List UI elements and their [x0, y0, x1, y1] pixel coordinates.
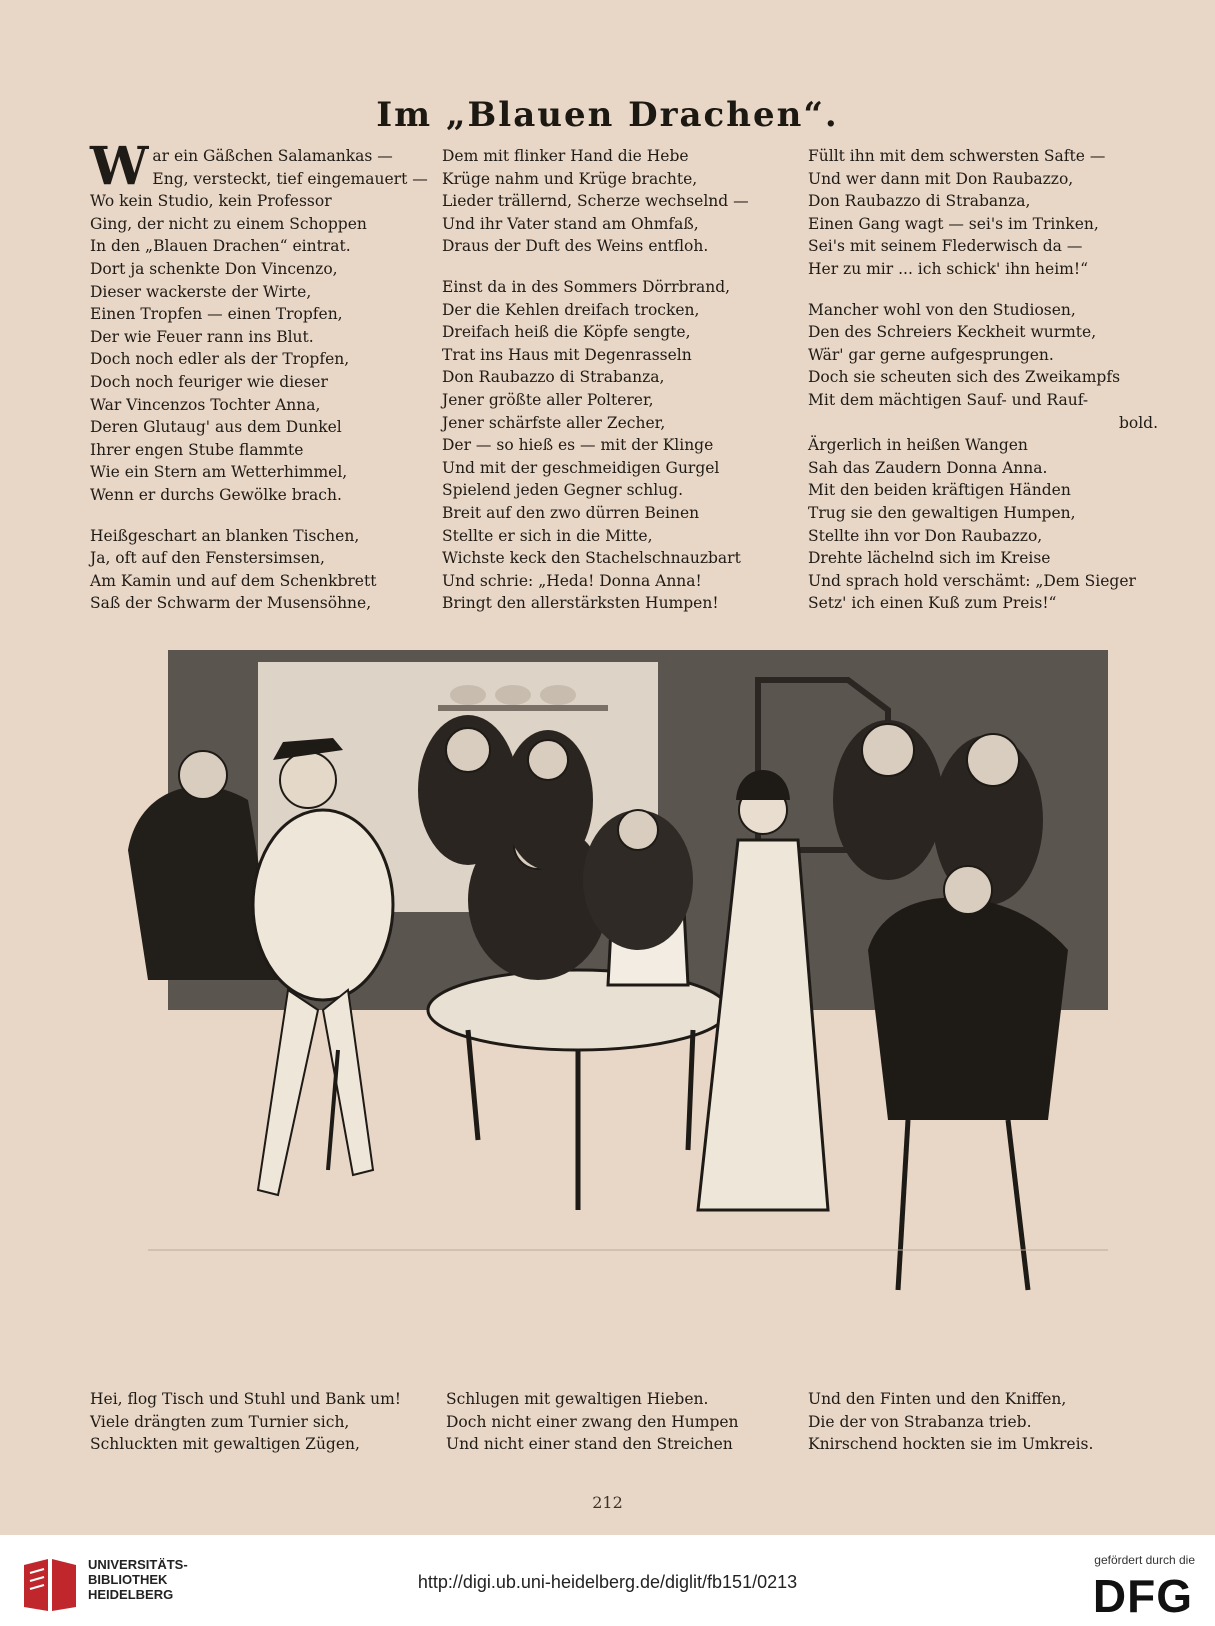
text-line: Jener größte aller Polterer,	[442, 390, 654, 409]
institution-name: UNIVERSITÄTS- BIBLIOTHEK HEIDELBERG	[88, 1557, 188, 1602]
text-line: Einen Gang wagt — sei's im Trinken,	[808, 214, 1099, 233]
text-line: Dreifach heiß die Köpfe sengte,	[442, 323, 691, 342]
sponsor-text: gefördert durch die	[1094, 1553, 1195, 1567]
text-line: Füllt ihn mit dem schwersten Safte —	[808, 147, 1106, 165]
text-line: Hei, flog Tisch und Stuhl und Bank um!	[90, 1390, 402, 1408]
page-number: 212	[592, 1493, 623, 1512]
text-line: Breit auf den zwo dürren Beinen	[442, 503, 700, 522]
text-line: Krüge nahm und Krüge brachte,	[442, 169, 698, 188]
text-line: Dieser wackerste der Wirte,	[90, 282, 312, 301]
poem-title: Im „Blauen Drachen“.	[376, 95, 839, 135]
text-line: Doch noch edler als der Tropfen,	[90, 350, 350, 369]
text-line: Wichste keck den Stachelschnauzbart	[442, 549, 741, 568]
bottom-text-column-2	[446, 1388, 796, 1456]
stanza-gap	[442, 258, 792, 276]
text-line: Ging, der nicht zu einem Schoppen	[90, 214, 367, 233]
text-line: Doch sie scheuten sich des Zweikampfs	[808, 368, 1121, 387]
text-line: Und nicht einer stand den Streichen	[446, 1435, 733, 1454]
text-line: Mancher wohl von den Studiosen,	[808, 300, 1076, 319]
text-line: Stellte ihn vor Don Raubazzo,	[808, 526, 1043, 545]
text-line: Wenn er durchs Gewölke brach.	[90, 485, 342, 504]
text-line: Trug sie den gewaltigen Humpen,	[808, 503, 1076, 522]
text-line: Doch nicht einer zwang den Humpen	[446, 1412, 739, 1431]
text-line: bold.	[1118, 413, 1158, 432]
text-line: Mit den beiden kräftigen Händen	[808, 481, 1071, 500]
text-column-3	[808, 145, 1158, 615]
text-line: Sei's mit seinem Flederwisch da —	[808, 237, 1083, 256]
source-url-link[interactable]: http://digi.ub.uni-heidelberg.de/diglit/fb151/0213	[417, 1572, 798, 1592]
text-line: Mit dem mächtigen Sauf- und Rauf-	[808, 390, 1089, 409]
text-line: Wär' gar gerne aufgesprungen.	[808, 345, 1054, 364]
text-line: Einst da in des Sommers Dörrbrand,	[442, 277, 731, 296]
text-line: Heißgeschart an blanken Tischen,	[90, 526, 360, 545]
text-line: Ihrer engen Stube flammte	[90, 440, 304, 459]
text-line: In den „Blauen Drachen“ eintrat.	[90, 237, 351, 256]
text-line: Und schrie: „Heda! Donna Anna!	[442, 571, 702, 590]
text-line: Einen Tropfen — einen Tropfen,	[90, 305, 343, 324]
text-line: Schluckten mit gewaltigen Zügen,	[90, 1435, 360, 1454]
text-line: Eng, versteckt, tief eingemauert —	[152, 169, 428, 188]
text-line: Ja, oft auf den Fenstersimsen,	[90, 549, 325, 568]
text-line: War ein Gäßchen Salamankas —	[90, 136, 393, 197]
text-line: Her zu mir ... ich schick' ihn heim!“	[808, 259, 1088, 278]
text-line: Trat ins Haus mit Degenrasseln	[442, 345, 692, 364]
text-column-2	[442, 145, 792, 615]
text-line: Wo kein Studio, kein Professor	[90, 192, 332, 211]
text-line: Doch noch feuriger wie dieser	[90, 372, 328, 391]
initial-letter: W	[90, 136, 149, 197]
text-line: Am Kamin und auf dem Schenkbrett	[90, 571, 377, 590]
text-line: Der wie Feuer rann ins Blut.	[90, 327, 314, 346]
text-line: Und ihr Vater stand am Ohmfaß,	[442, 214, 699, 233]
text-line: Und den Finten und den Kniffen,	[808, 1390, 1067, 1408]
text-line: Die der von Strabanza trieb.	[808, 1412, 1032, 1431]
bottom-text-column-1	[90, 1388, 430, 1456]
text-line: Setz' ich einen Kuß zum Preis!“	[808, 594, 1057, 613]
text-line: Don Raubazzo di Strabanza,	[442, 368, 665, 387]
text-line: Saß der Schwarm der Musensöhne,	[90, 594, 372, 613]
text-line: Der — so hieß es — mit der Klinge	[442, 436, 714, 455]
text-line: Jener schärfste aller Zecher,	[442, 413, 666, 432]
text-line: Wie ein Stern am Wetterhimmel,	[90, 463, 348, 482]
dfg-logo: DFG	[1092, 1570, 1193, 1622]
text-line: Deren Glutaug' aus dem Dunkel	[90, 418, 342, 437]
text-column-1	[90, 136, 430, 615]
text-line: Der die Kehlen dreifach trocken,	[442, 300, 700, 319]
stanza-gap	[808, 281, 1158, 299]
text-line: Dort ja schenkte Don Vincenzo,	[90, 259, 338, 278]
text-line: Und mit der geschmeidigen Gurgel	[442, 458, 720, 477]
stanza-gap	[90, 507, 430, 525]
text-line: Und sprach hold verschämt: „Dem Sieger	[808, 571, 1136, 590]
text-line: Viele drängten zum Turnier sich,	[90, 1412, 350, 1431]
text-line: Schlugen mit gewaltigen Hieben.	[446, 1390, 709, 1408]
text-line: War Vincenzos Tochter Anna,	[90, 395, 321, 414]
text-line: Und wer dann mit Don Raubazzo,	[808, 169, 1074, 188]
text-line: Draus der Duft des Weins entfloh.	[442, 237, 709, 256]
text-line: Stellte er sich in die Mitte,	[442, 526, 653, 545]
text-line: Drehte lächelnd sich im Kreise	[808, 549, 1051, 568]
text-line: Sah das Zaudern Donna Anna.	[808, 458, 1048, 477]
tavern-illustration	[108, 650, 1148, 1350]
text-line: Ärgerlich in heißen Wangen	[808, 436, 1028, 455]
text-line: Den des Schreiers Keckheit wurmte,	[808, 323, 1097, 342]
text-line: Dem mit flinker Hand die Hebe	[442, 147, 689, 165]
text-line: Don Raubazzo di Strabanza,	[808, 192, 1031, 211]
text-line: Knirschend hockten sie im Umkreis.	[808, 1435, 1094, 1454]
text-line: Spielend jeden Gegner schlug.	[442, 481, 683, 500]
text-line: Lieder trällernd, Scherze wechselnd —	[442, 192, 749, 211]
text-line: Bringt den allerstärksten Humpen!	[442, 594, 719, 613]
bottom-text-column-3	[808, 1388, 1158, 1456]
footer-bar	[0, 1535, 1215, 1626]
